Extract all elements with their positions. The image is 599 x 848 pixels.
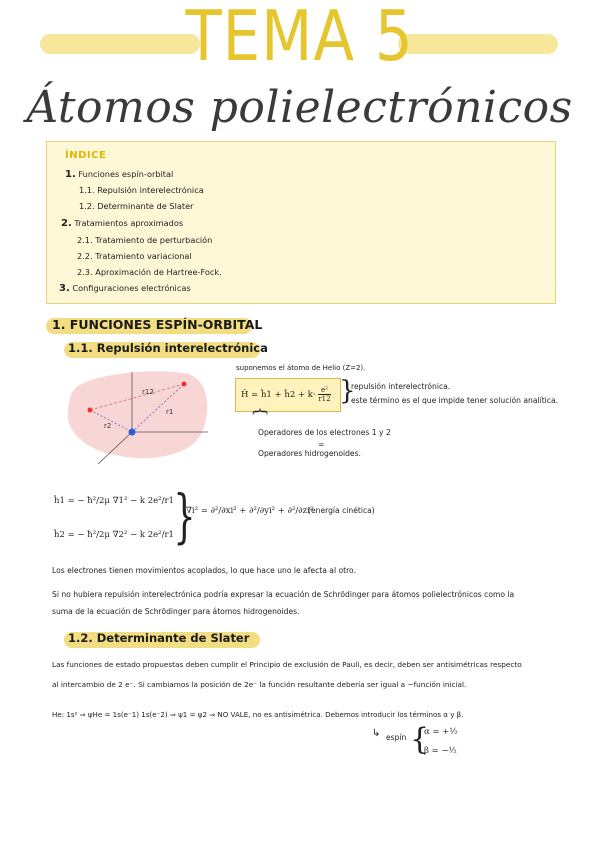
index-item: 1.2. Determinante de Slater (79, 201, 194, 211)
index-item: 2.1. Tratamiento de perturbación (77, 235, 213, 245)
beta-value: β = −½ (424, 746, 457, 756)
index-item: 2.3. Aproximación de Hartree-Fock. (77, 267, 222, 277)
index-item: 2.2. Tratamiento variacional (77, 251, 192, 261)
spin-brace: { (410, 722, 430, 757)
hamiltonian-formula: Ĥ = ĥ1 + ĥ2 + k· $\frac{\text{e²}}{r12}$ (241, 386, 331, 403)
repulsion-label: repulsión interelectrónica. (351, 382, 451, 391)
operators-note: Operadores de los electrones 1 y 2 (258, 428, 391, 437)
h1-equation: ĥ1 = − ħ²/2μ ∇1² − k 2e²/r1 (54, 496, 174, 506)
paragraph-no-repulsion-1: Si no hubiera repulsión interelectrónica podría expresar la ecuación de Schrödinger para átomos polielectrónicos como la (52, 590, 515, 599)
r1-label: r1 (166, 408, 174, 416)
equals-note: = (318, 440, 325, 449)
index-box (46, 141, 556, 304)
kinetic-note: (energía cinética) (308, 506, 375, 515)
spin-label: espín (386, 733, 407, 742)
paragraph-pauli-1: Las funciones de estado propuestas deben cumplir el Principio de exclusión de Pauli, es decir, deben ser antisimétricas respecto (52, 660, 522, 669)
electron-diagram (60, 364, 220, 474)
paragraph-pauli-2: al intercambio de 2 e⁻. Si cambiamos la posición de 2e⁻ la función resultante debería ser igual a −función inicial. (52, 680, 467, 689)
h2-equation: ĥ2 = − ħ²/2μ ∇2² − k 2e²/r1 (54, 530, 174, 540)
index-item: 3. Configuraciones electrónicas (59, 283, 191, 294)
paragraph-no-repulsion-2: suma de la ecuación de Schrödinger para átomos hidrogenoides. (52, 607, 300, 616)
laplacian-equation: ∇i² = ∂²/∂xi² + ∂²/∂yi² + ∂²/∂zi² (186, 506, 314, 516)
subsection-title: 1.1. Repulsión interelectrónica (68, 341, 268, 355)
alpha-value: α = +½ (424, 727, 458, 737)
r12-label: r12 (142, 388, 154, 396)
index-item: 2. Tratamientos aproximados (61, 218, 184, 229)
subsection-title: 1.2. Determinante de Slater (68, 631, 250, 645)
page-title: TEMA 5 (185, 0, 414, 77)
helio-note: suponemos el átomo de Helio (Z=2). (236, 364, 366, 372)
page-subtitle: Átomos polielectrónicos (26, 82, 573, 133)
index-item: 1.1. Repulsión interelectrónica (79, 185, 204, 195)
paragraph-coupled: Los electrones tienen movimientos acoplados, lo que hace uno le afecta al otro. (52, 566, 356, 575)
right-brace: } (339, 376, 356, 406)
helium-line: He: 1s² ⇒ ψHe = 1s(e⁻1) 1s(e⁻2) ⇒ ψ1 = ψ2 ⇒ NO VALE, no es antisimétrica. Debemos introducir los términos α y β. (52, 710, 464, 719)
under-brace: { (251, 406, 271, 417)
index-title: ÍNDICE (65, 150, 107, 161)
system-brace: } (173, 482, 196, 550)
r2-label: r2 (104, 422, 112, 430)
hydro-note: Operadores hidrogenoides. (258, 449, 361, 458)
section-title: 1. FUNCIONES ESPÍN-ORBITAL (52, 317, 263, 332)
index-item: 1. Funciones espín-orbital (65, 169, 174, 180)
repulsion-note: este término es el que impide tener solución analítica. (351, 396, 559, 405)
spin-arrow: ↳ (372, 728, 381, 739)
